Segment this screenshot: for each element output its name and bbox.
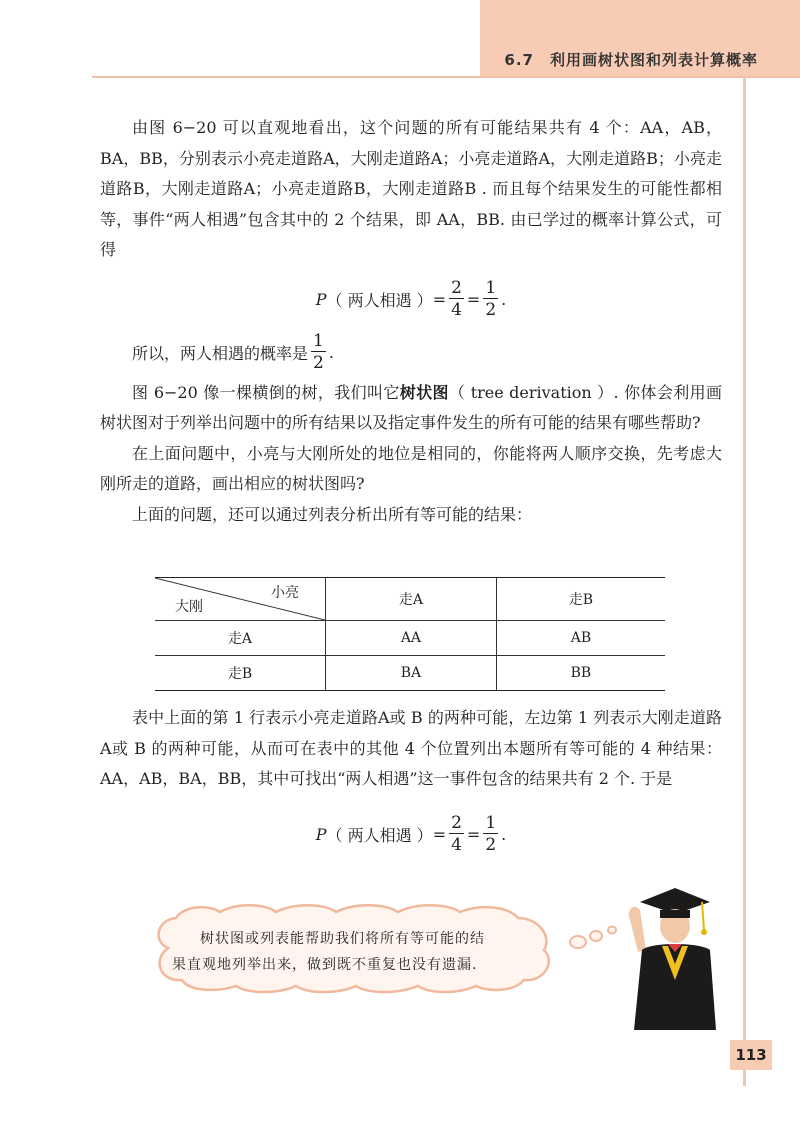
numerator: 2: [451, 277, 462, 298]
paragraph-4: 在上面问题中，小亮与大刚所处的地位是相同的，你能将两人顺序交换，先考虑大刚所走的道路，画出相应的树状图吗?: [100, 443, 722, 493]
table-cell: AB: [496, 621, 665, 656]
equals-sign: =: [432, 824, 447, 844]
numerator: 1: [313, 330, 324, 351]
side-rule: [743, 76, 746, 1086]
table-header-row: [155, 578, 665, 621]
paragraph-3: [100, 378, 722, 439]
paragraph-6: 表中上面的第 1 行表示小亮走道路A或 B 的两种可能，左边第 1 列表示大刚走道路A或 B 的两种可能，从而可在表中的其他 4 个位置列出本题所有等可能的 4 种结果：AA，AB，BA，BB，其中可找出“两人相遇”这一事件包含的结果共有 2 个. 于是: [100, 708, 722, 788]
denominator: 2: [313, 352, 324, 373]
table-row: [155, 621, 665, 656]
denominator: 4: [451, 299, 462, 320]
formula-event: （ 两人相遇 ）: [326, 290, 433, 310]
paragraph-3-text-b: （ tree derivation ）. 你体会利用画树状图对于列举出问题中的所有结果以及指定事件发生的所有可能的结果有哪些帮助?: [100, 382, 722, 432]
fraction: [483, 813, 498, 856]
period: .: [328, 342, 334, 362]
table-cell: AA: [326, 621, 497, 656]
numerator: 2: [451, 812, 462, 833]
main-content: [100, 113, 722, 530]
thought-dots: [568, 918, 628, 958]
outcome-table: [155, 577, 665, 691]
term-tree-diagram: 树状图: [399, 382, 449, 402]
page-number: 113: [730, 1040, 772, 1070]
bubble-line-2: 果直观地列举出来，做到既不重复也没有遗漏.: [172, 957, 478, 973]
fraction: [483, 278, 498, 321]
section-title: 6.7 利用画树状图和列表计算概率: [504, 51, 758, 69]
main-content-2: [100, 703, 722, 866]
denominator: 2: [485, 299, 497, 320]
formula-symbol: P: [315, 289, 327, 309]
paragraph-5: 上面的问题，还可以通过列表分析出所有等可能的结果：: [132, 504, 533, 524]
row-header: 走A: [155, 621, 326, 656]
formula-symbol: P: [315, 824, 327, 844]
corner-label-xiaoliang: 小亮: [271, 585, 299, 601]
bubble-text: [172, 926, 552, 978]
paragraph-2: [100, 331, 722, 374]
bubble-line-1: 树状图或列表能帮助我们将所有等可能的结: [200, 931, 485, 947]
fraction-half: [311, 331, 326, 374]
table-row: [155, 656, 665, 691]
table-cell: BB: [496, 656, 665, 691]
fraction: [449, 813, 464, 856]
period: .: [501, 289, 507, 309]
table-corner-cell: [155, 578, 326, 621]
paragraph-2-text: 所以，两人相遇的概率是: [132, 343, 309, 363]
table-cell: BA: [326, 656, 497, 691]
graduate-student-illustration: [620, 880, 730, 1030]
formula-event: （ 两人相遇 ）: [326, 825, 433, 845]
denominator: 2: [485, 834, 497, 855]
formula-probability-1: [100, 278, 722, 321]
numerator: 1: [485, 277, 497, 298]
column-header: 走B: [496, 578, 665, 621]
equals-sign: =: [466, 289, 481, 309]
paragraph-3-text-a: 图 6−20 像一棵横倒的树，我们叫它: [132, 382, 400, 402]
row-header: 走B: [155, 656, 326, 691]
paragraph-1: 由图 6−20 可以直观地看出，这个问题的所有可能结果共有 4 个：AA，AB，BA，BB，分别表示小亮走道路A，大刚走道路A；小亮走道路A，大刚走道路B；小亮走道路B，大刚走道路A；小亮走道路B，大刚走道路B . 而且每个结果发生的可能性都相等，事件“两人相遇”包含其中的 2 个结果，即 AA，BB. 由已学过的概率计算公式，可得: [100, 118, 722, 259]
denominator: 4: [451, 834, 462, 855]
period: .: [501, 824, 507, 844]
fraction: [449, 278, 464, 321]
numerator: 1: [485, 812, 497, 833]
column-header: 走A: [326, 578, 497, 621]
corner-label-dagang: 大刚: [175, 599, 203, 615]
header-rule: [92, 76, 800, 78]
equals-sign: =: [466, 824, 481, 844]
equals-sign: =: [432, 289, 447, 309]
formula-probability-2: [100, 813, 722, 856]
